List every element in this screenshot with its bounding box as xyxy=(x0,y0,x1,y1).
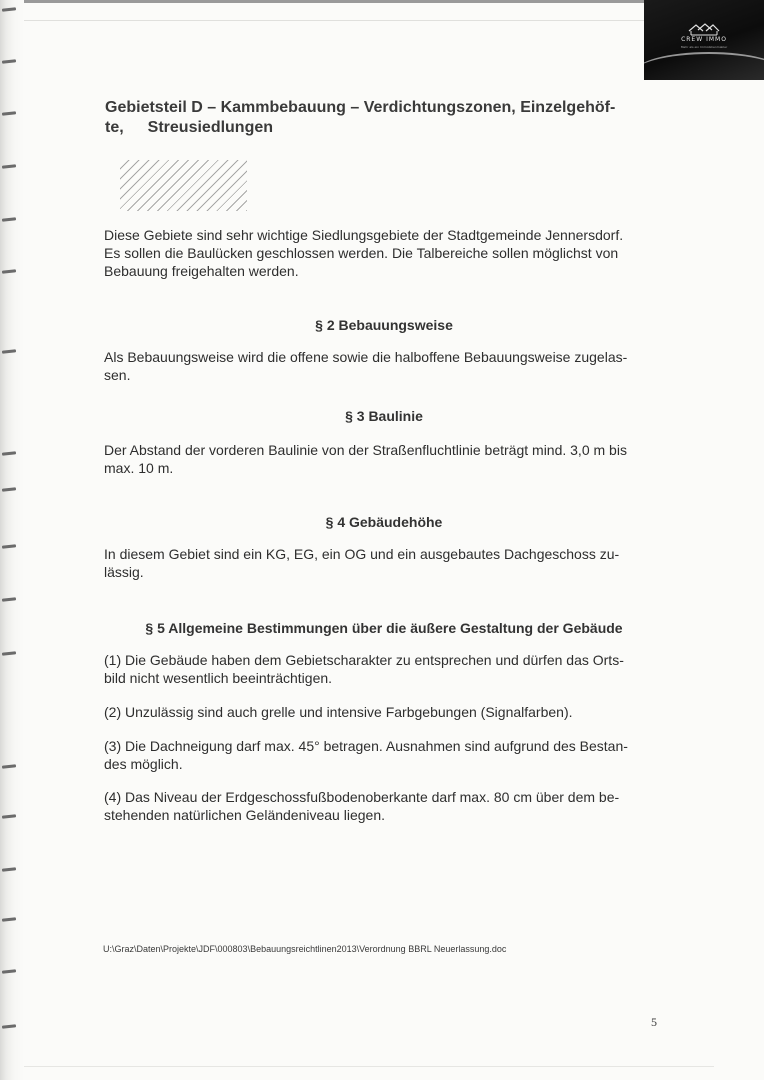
binding-hole xyxy=(2,597,16,601)
section-heading-line1: Gebietsteil D – Kammbebauung – Verdichtungszonen, Einzelgehöf- xyxy=(105,99,616,116)
binding-hole xyxy=(2,59,16,63)
logo-tagline: Mehr als ein Immobilienmakler xyxy=(680,45,728,49)
crew-immo-logo xyxy=(644,0,764,80)
binding-hole xyxy=(2,651,16,655)
logo-name: CREW IMMO xyxy=(681,36,727,43)
section-2-title: § 2 Bebauungsweise xyxy=(315,317,453,333)
section-2-line-2: sen. xyxy=(104,367,131,383)
binding-hole xyxy=(2,544,16,548)
hatch-legend-pattern xyxy=(120,160,247,211)
section-5-p1-line-1: (1) Die Gebäude haben dem Gebietscharakter zu entsprechen und dürfen das Orts- xyxy=(104,652,624,668)
section-5-p2: (2) Unzulässig sind auch grelle und intensive Farbgebungen (Signalfarben). xyxy=(104,704,573,720)
section-5-p4-line-1: (4) Das Niveau der Erdgeschossfußbodenoberkante darf max. 80 cm über dem be- xyxy=(104,789,620,805)
intro-line-1: Diese Gebiete sind sehr wichtige Siedlungsgebiete der Stadtgemeinde Jennersdorf. xyxy=(104,227,624,243)
scan-edge-bottom xyxy=(24,1066,714,1067)
binding-hole xyxy=(2,969,16,973)
binding-hole xyxy=(2,867,16,871)
section-4-title: § 4 Gebäudehöhe xyxy=(325,514,443,530)
section-4-line-2: lässig. xyxy=(104,564,144,580)
section-5-title: § 5 Allgemeine Bestimmungen über die äußere Gestaltung der Gebäude xyxy=(145,620,623,636)
binding-hole xyxy=(2,349,16,353)
section-5-p3-line-2: des möglich. xyxy=(104,756,183,772)
binding-hole xyxy=(2,217,16,221)
footer-file-path: U:\Graz\Daten\Projekte\JDF\000803\Bebauungsreichtlinen2013\Verordnung BBRL Neuerlassung.doc xyxy=(103,944,507,954)
binding-hole xyxy=(2,451,16,455)
binding-hole xyxy=(2,814,16,818)
binding-hole xyxy=(2,269,16,273)
binding-strip xyxy=(0,0,24,1080)
section-5-p4-line-2: stehenden natürlichen Geländeniveau liegen. xyxy=(104,807,385,823)
section-4-line-1: In diesem Gebiet sind ein KG, EG, ein OG und ein ausgebautes Dachgeschoss zu- xyxy=(104,546,620,562)
section-heading-line2 xyxy=(105,117,273,139)
intro-line-3: Bebauung freigehalten werden. xyxy=(104,263,299,279)
intro-line-2: Es sollen die Baulücken geschlossen werden. Die Talbereiche sollen möglichst von xyxy=(104,245,619,261)
binding-hole xyxy=(2,111,16,115)
house-icon xyxy=(688,22,720,36)
section-3-title: § 3 Baulinie xyxy=(345,408,423,424)
binding-hole xyxy=(2,1024,16,1028)
logo-swoosh xyxy=(644,52,764,80)
heading-line2-main: Streusiedlungen xyxy=(147,119,274,136)
binding-hole xyxy=(2,487,16,491)
binding-hole xyxy=(2,7,16,11)
heading-line2-prefix: te, xyxy=(105,119,124,136)
binding-hole xyxy=(2,164,16,168)
section-3-line-1: Der Abstand der vorderen Baulinie von der Straßenfluchtlinie beträgt mind. 3,0 m bis xyxy=(104,442,627,458)
section-5-p1-line-2: bild nicht wesentlich beeinträchtigen. xyxy=(104,670,333,686)
section-3-line-2: max. 10 m. xyxy=(104,460,174,476)
section-5-p3-line-1: (3) Die Dachneigung darf max. 45° betragen. Ausnahmen sind aufgrund des Bestan- xyxy=(104,738,628,754)
scan-artifact-line xyxy=(24,20,644,21)
binding-hole xyxy=(2,764,16,768)
section-2-line-1: Als Bebauungsweise wird die offene sowie die halboffene Bebauungsweise zugelas- xyxy=(104,349,628,365)
binding-hole xyxy=(2,917,16,921)
page-number: 5 xyxy=(651,1015,657,1029)
